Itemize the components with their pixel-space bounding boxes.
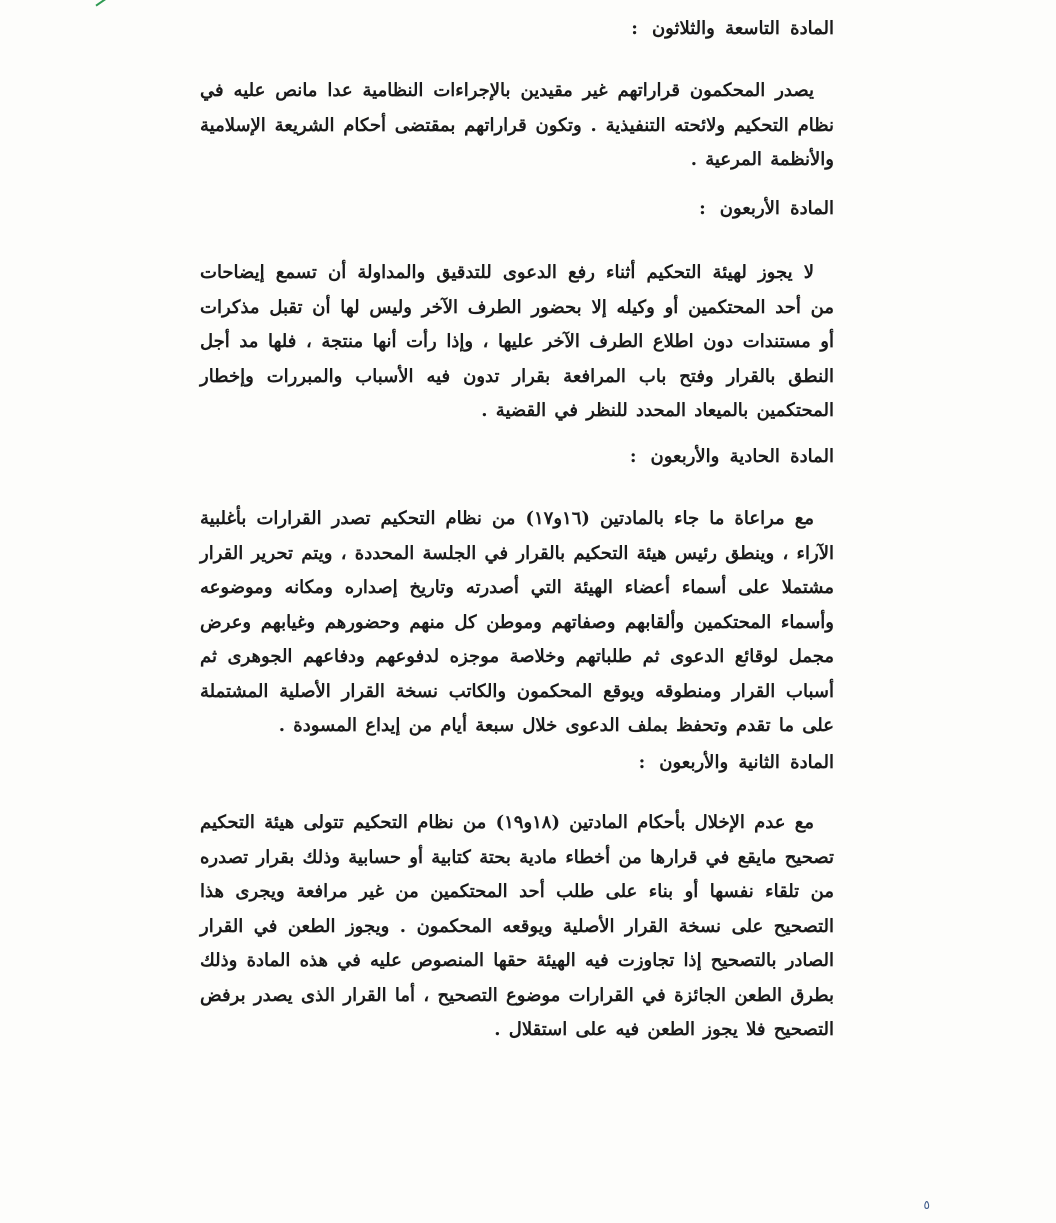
article-41-body xyxy=(200,502,834,748)
article-paragraph: مع مراعاة ما جاء بالمادتين (١٦و١٧) من نظام التحكيم تصدر القرارات بأغلبية الآراء ، وينطق رئيس هيئة التحكيم بالقرار في الجلسة المحددة ، ويتم تحرير القرار مشتملا على أسماء أعضاء الهيئة التي أصدرته وتاريخ إصداره ومكانه وموضوعه وأسماء المحتكمين وألقابهم وصفاتهم وموطن كل منهم وحضورهم وغيابهم وعرض مجمل لوقائع الدعوى ثم طلباتهم وخلاصة موجزه لدفوعهم ودفاعهم الجوهرى ثم أسباب القرار ومنطوقه ويوقع المحكمون والكاتب نسخة القرار الأصلية المشتملة على ما تقدم وتحفظ بملف الدعوى خلال سبعة أيام من إيداع المسودة . xyxy=(200,508,834,736)
article-39 xyxy=(200,14,834,74)
heading-colon: : xyxy=(638,752,646,773)
article-heading xyxy=(200,442,834,472)
article-paragraph: مع عدم الإخلال بأحكام المادتين (١٨و١٩) من نظام التحكيم تتولى هيئة التحكيم تصحيح مايقع في قرارها من أخطاء مادية بحتة كتابية أو حسابية وذلك بقرار تصدره من تلقاء نفسها أو بناء على طلب أحد المحتكمين من غير مرافعة ويجرى هذا التصحيح على نسخة القرار الأصلية ويوقعه المحكمون . ويجوز الطعن في القرار الصادر بالتصحيح إذا تجاوزت فيه الهيئة حقها المنصوص عليه في هذه المادة وذلك بطرق الطعن الجائزة في القرارات موضوع التصحيح ، أما القرار الذى يصدر برفض التصحيح فلا يجوز الطعن فيه على استقلال . xyxy=(200,812,834,1040)
article-heading xyxy=(200,194,834,224)
article-paragraph: لا يجوز لهيئة التحكيم أثناء رفع الدعوى للتدقيق والمداولة أن تسمع إيضاحات من أحد المحتكمين أو وكيله إلا بحضور الطرف الآخر وليس لها أن تقبل مذكرات أو مستندات دون اطلاع الطرف الآخر عليها ، وإذا رأت أنها منتجة ، فلها مد أجل النطق بالقرار وفتح باب المرافعة بقرار تدون فيه الأسباب والمبررات وإخطار المحتكمين بالميعاد المحدد للنظر في القضية . xyxy=(200,262,834,421)
heading-colon: : xyxy=(629,446,637,467)
article-heading-text: المادة الثانية والأربعون xyxy=(659,752,834,773)
article-40-body xyxy=(200,256,834,442)
article-paragraph: يصدر المحكمون قراراتهم غير مقيدين بالإجراءات النظامية عدا مانص عليه في نظام التحكيم ولائحته التنفيذية . وتكون قراراتهم بمقتضى أحكام الشريعة الإسلامية والأنظمة المرعية . xyxy=(200,80,834,170)
heading-colon: : xyxy=(631,18,638,39)
article-40 xyxy=(200,194,834,256)
article-heading xyxy=(200,14,834,44)
article-heading xyxy=(200,748,834,778)
heading-colon: : xyxy=(699,198,706,219)
corner-pen-mark xyxy=(92,0,108,7)
article-39-body xyxy=(200,74,834,194)
article-heading-text: المادة التاسعة والثلاثون xyxy=(651,18,834,39)
article-heading-text: المادة الحادية والأربعون xyxy=(650,446,834,467)
article-41 xyxy=(200,442,834,502)
document-body xyxy=(200,14,834,1056)
article-heading-text: المادة الأربعون xyxy=(719,198,834,219)
article-42-body xyxy=(200,806,834,1056)
article-42 xyxy=(200,748,834,806)
page-number: ٥ xyxy=(923,1198,930,1212)
